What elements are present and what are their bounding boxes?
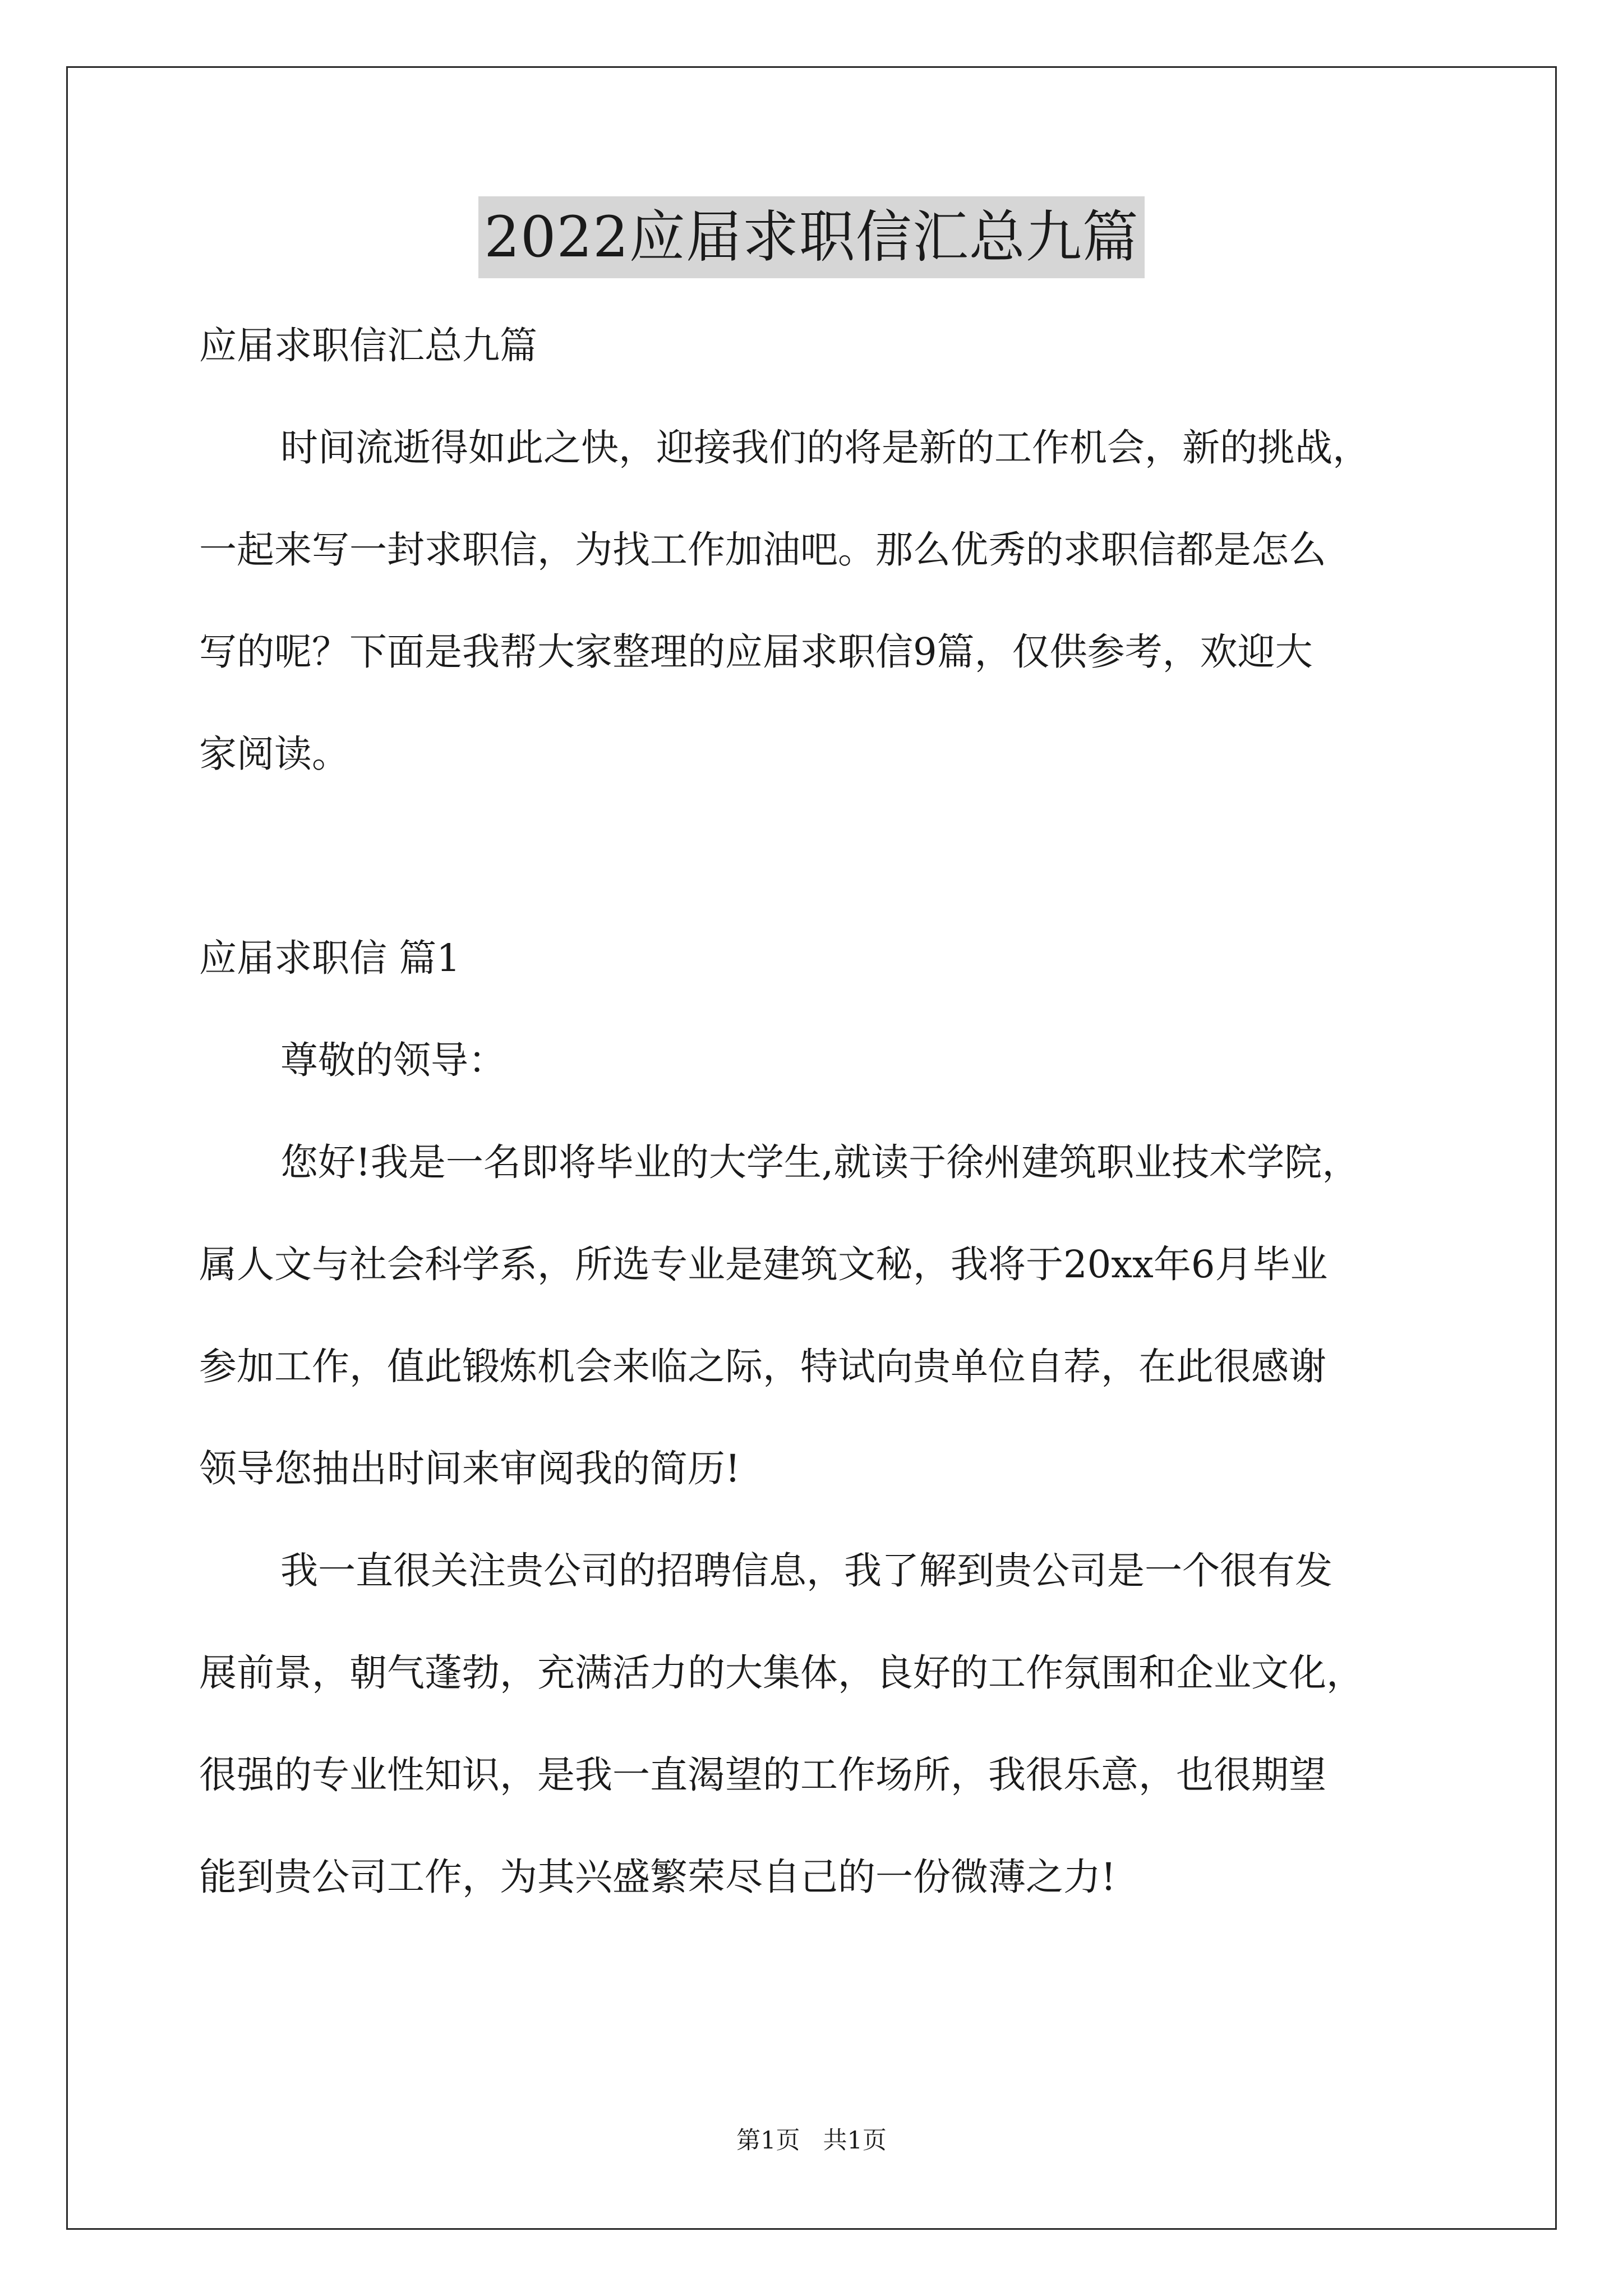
letter-paragraph-line: 我一直很关注贵公司的招聘信息，我了解到贵公司是一个很有发 — [280, 1549, 1332, 1593]
title-container — [0, 196, 1623, 278]
letter-paragraph-line: 您好!我是一名即将毕业的大学生,就读于徐州建筑职业技术学院， — [280, 1140, 1360, 1184]
section-heading: 应届求职信 篇1 — [199, 936, 460, 980]
section-spacer — [199, 805, 1461, 907]
salutation-line: 尊敬的领导： — [280, 1038, 506, 1082]
intro-paragraph-line: 一起来写一封求职信，为找工作加油吧。那么优秀的求职信都是怎么 — [199, 528, 1326, 572]
letter-paragraph-line: 领导您抽出时间来审阅我的简历! — [199, 1447, 740, 1490]
intro-paragraph-line: 写的呢？下面是我帮大家整理的应届求职信9篇，仅供参考，欢迎大 — [199, 630, 1313, 674]
letter-paragraph-line: 参加工作，值此锻炼机会来临之际，特试向贵单位自荐，在此很感谢 — [199, 1345, 1326, 1388]
intro-paragraph-line: 时间流逝得如此之快，迎接我们的将是新的工作机会，新的挑战， — [280, 426, 1370, 470]
letter-paragraph-line: 展前景，朝气蓬勃，充满活力的大集体，良好的工作氛围和企业文化， — [199, 1651, 1364, 1695]
page-number-footer: 第1页 共1页 — [736, 2127, 887, 2155]
letter-paragraph-line: 很强的专业性知识，是我一直渴望的工作场所，我很乐意，也很期望 — [199, 1753, 1326, 1797]
intro-paragraph-line: 家阅读。 — [199, 732, 349, 776]
subtitle-line: 应届求职信汇总九篇 — [199, 324, 537, 367]
document-body — [199, 295, 1461, 1928]
document-title: 2022应届求职信汇总九篇 — [478, 196, 1145, 278]
letter-paragraph-line: 能到贵公司工作，为其兴盛繁荣尽自己的一份微薄之力! — [199, 1855, 1116, 1899]
letter-paragraph-line: 属人文与社会科学系，所选专业是建筑文秘，我将于20xx年6月毕业 — [199, 1243, 1328, 1286]
